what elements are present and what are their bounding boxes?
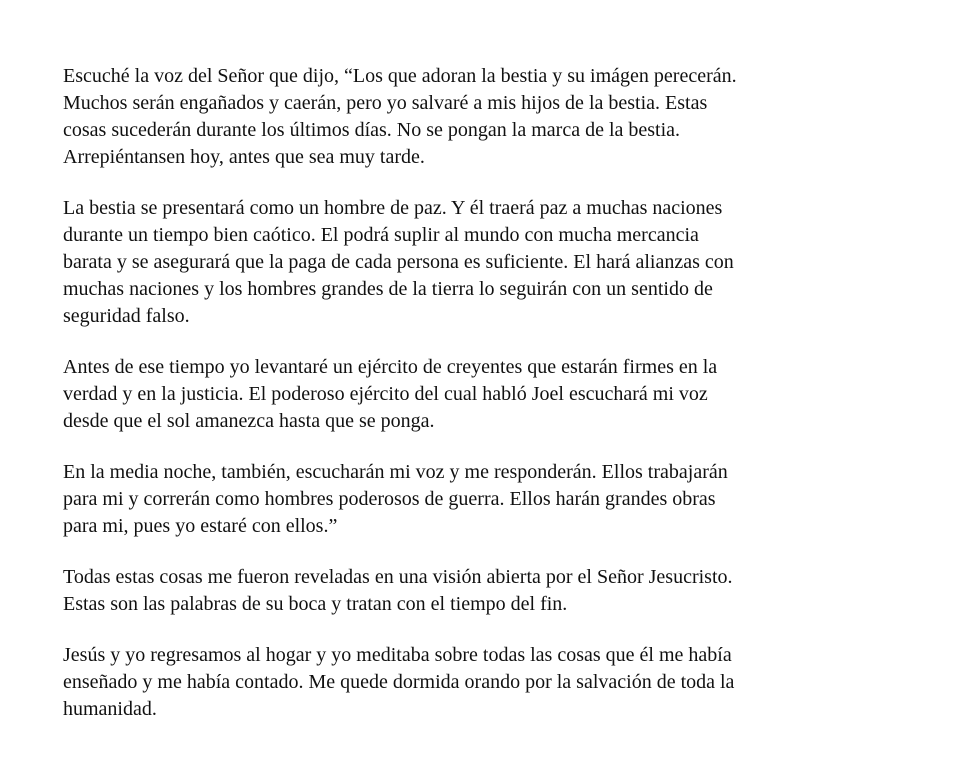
text-line: para mi y correrán como hombres poderosos de guerra. Ellos harán grandes obras bbox=[63, 488, 716, 510]
text-line: En la media noche, también, escucharán mi voz y me responderán. Ellos trabajarán bbox=[63, 461, 728, 483]
paragraph-3 bbox=[63, 354, 943, 435]
text-line: Muchos serán engañados y caerán, pero yo salvaré a mis hijos de la bestia. Estas bbox=[63, 92, 708, 114]
text-line: seguridad falso. bbox=[63, 305, 190, 327]
paragraph-6 bbox=[63, 642, 943, 723]
document-page bbox=[63, 63, 943, 723]
text-line: barata y se asegurará que la paga de cada persona es suficiente. El hará alianzas con bbox=[63, 251, 734, 273]
paragraph-1 bbox=[63, 63, 943, 171]
text-line: durante un tiempo bien caótico. El podrá suplir al mundo con mucha mercancia bbox=[63, 224, 699, 246]
text-line: Todas estas cosas me fueron reveladas en una visión abierta por el Señor Jesucristo. bbox=[63, 566, 733, 588]
paragraph-4 bbox=[63, 459, 943, 540]
paragraph-2 bbox=[63, 195, 943, 330]
text-line: Jesús y yo regresamos al hogar y yo meditaba sobre todas las cosas que él me había bbox=[63, 644, 732, 666]
text-line: Arrepiéntansen hoy, antes que sea muy tarde. bbox=[63, 146, 425, 168]
text-line: cosas sucederán durante los últimos días. No se pongan la marca de la bestia. bbox=[63, 119, 681, 141]
text-line: muchas naciones y los hombres grandes de la tierra lo seguirán con un sentido de bbox=[63, 278, 713, 300]
text-line: enseñado y me había contado. Me quede dormida orando por la salvación de toda la bbox=[63, 671, 735, 693]
text-line: verdad y en la justicia. El poderoso ejército del cual habló Joel escuchará mi voz bbox=[63, 383, 708, 405]
text-line: humanidad. bbox=[63, 698, 157, 720]
text-line: desde que el sol amanezca hasta que se ponga. bbox=[63, 410, 435, 432]
text-line: Antes de ese tiempo yo levantaré un ejército de creyentes que estarán firmes en la bbox=[63, 356, 718, 378]
paragraph-5 bbox=[63, 564, 943, 618]
text-line: Escuché la voz del Señor que dijo, “Los que adoran la bestia y su imágen perecerán. bbox=[63, 65, 737, 87]
text-line: La bestia se presentará como un hombre de paz. Y él traerá paz a muchas naciones bbox=[63, 197, 723, 219]
text-line: Estas son las palabras de su boca y tratan con el tiempo del fin. bbox=[63, 593, 568, 615]
text-line: para mi, pues yo estaré con ellos.” bbox=[63, 515, 338, 537]
